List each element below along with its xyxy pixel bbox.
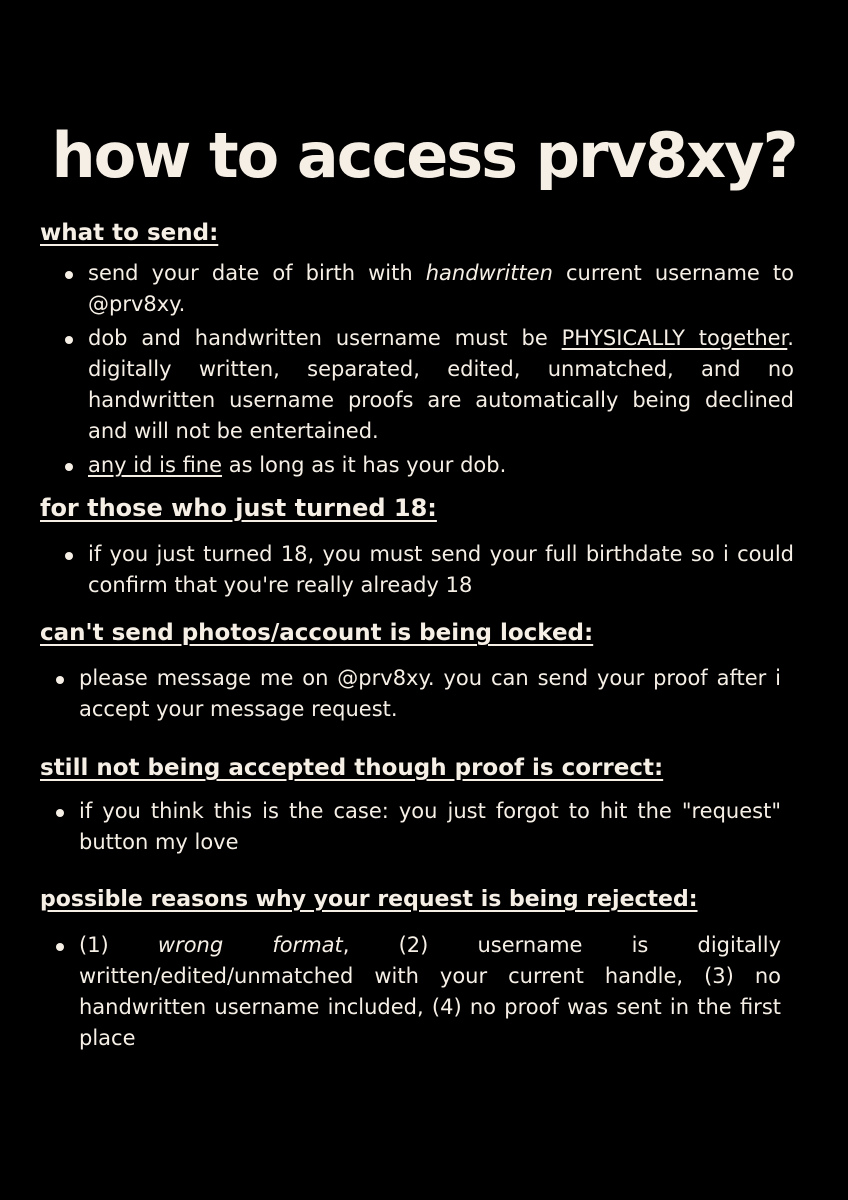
list-item [88, 323, 794, 447]
section-heading: what to send: [40, 220, 219, 246]
bullet-list [79, 930, 781, 1054]
bullet-text: send your date of birth with [88, 261, 426, 285]
section-heading: still not being accepted though proof is correct: [40, 755, 664, 781]
section-not-accepted [40, 751, 781, 858]
bullet-text: current username to @prv8xy. [88, 261, 794, 316]
section-account-locked [40, 616, 781, 725]
list-item [88, 539, 794, 601]
bullet-icon [65, 336, 73, 344]
emphasis-text: wrong format [157, 933, 343, 957]
underlined-text: any id is fine [88, 453, 223, 477]
section-just-turned-18 [40, 491, 794, 601]
bullet-text: if you think this is the case: you just forgot to hit the "request" button my love [79, 799, 781, 854]
list-item [79, 663, 781, 725]
underlined-text: PHYSICALLY together [561, 326, 788, 350]
bullet-text: as long as it has your dob. [222, 453, 507, 477]
bullet-icon [65, 271, 73, 279]
bullet-text: . digitally written, separated, edited, unmatched, and no handwritten username proofs are automatically being declined and will not be entertained. [88, 326, 794, 443]
bullet-text: (1) [79, 933, 158, 957]
bullet-text: please message me on @prv8xy. you can send your proof after i accept your message request. [79, 666, 781, 721]
bullet-list [79, 796, 781, 858]
bullet-text: dob and handwritten username must be [88, 326, 562, 350]
emphasis-text: handwritten [425, 261, 553, 285]
page-title: how to access prv8xy? [51, 119, 797, 192]
bullet-text: if you just turned 18, you must send your full birthdate so i could confirm that you're really already 18 [88, 542, 794, 597]
list-item [79, 796, 781, 858]
section-heading: for those who just turned 18: [40, 494, 437, 522]
section-rejection-reasons [40, 883, 781, 1054]
section-what-to-send [40, 216, 794, 484]
section-heading: possible reasons why your request is being rejected: [40, 887, 698, 912]
bullet-list [79, 663, 781, 725]
bullet-text: , (2) username is digitally written/edited/unmatched with your current handle, (3) no handwritten username included, (4) no proof was sent in the first place [79, 933, 782, 1050]
list-item [79, 930, 781, 1054]
section-heading: can't send photos/account is being locked: [40, 620, 594, 646]
bullet-icon [65, 552, 73, 560]
bullet-icon [65, 463, 73, 471]
bullet-list [88, 258, 794, 481]
list-item [88, 258, 794, 320]
bullet-icon [56, 809, 64, 817]
bullet-icon [56, 943, 64, 951]
list-item [88, 450, 794, 481]
bullet-list [88, 539, 794, 601]
bullet-icon [56, 676, 64, 684]
